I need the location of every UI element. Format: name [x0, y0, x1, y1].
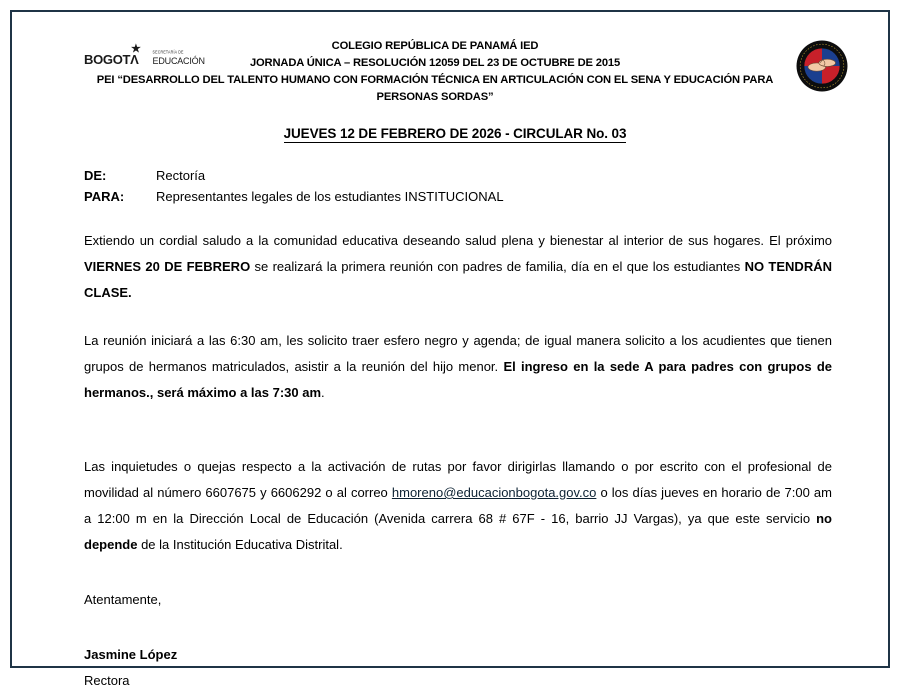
p3-bold-nodepende: no depende	[84, 511, 832, 552]
signer-name: Jasmine López	[84, 647, 178, 662]
bogota-wordmark-text: BOGOT	[84, 51, 131, 67]
address-row-to	[84, 186, 836, 207]
p2-text-1: La reunión iniciará a las 6:30 am, les solicito traer esfero negro y agenda; de igual manera solicito a los acudientes que tienen grupos de hermanos matriculados, asistir a la reunión del hijo menor.	[84, 333, 832, 374]
p3-text-1: Las inquietudes o quejas respecto a la activación de rutas por favor dirigirlas llamando o por escrito con el profesional de movilidad al número 6607675 y 6606292 o al correo	[84, 459, 832, 500]
paragraph-1	[84, 228, 832, 306]
secretary-top-label: SECRETARÍA DE	[152, 49, 184, 55]
from-value: Rectoría	[156, 168, 206, 183]
letterhead	[74, 20, 836, 102]
from-label: DE:	[84, 168, 107, 183]
signature-block	[84, 642, 832, 694]
to-label: PARA:	[84, 189, 125, 204]
bogota-logo	[84, 42, 205, 74]
secretary-mark	[152, 49, 205, 67]
header-line-1: COLEGIO REPÚBLICA DE PANAMÁ IED	[331, 40, 539, 52]
closing-line: Atentamente,	[84, 592, 162, 607]
p1-bold-noclass: NO TENDRÁN CLASE.	[84, 259, 832, 300]
p1-text-2: se realizará la primera reunión con padres de familia, día en el que los estudiantes	[250, 259, 745, 274]
p2-text-2: .	[321, 385, 325, 400]
header-line-4: PERSONAS SORDAS”	[376, 91, 494, 103]
email-link[interactable]: hmoreno@educacionbogota.gov.co	[391, 485, 597, 500]
star-icon: ★	[130, 42, 141, 55]
p1-bold-date: VIERNES 20 DE FEBRERO	[84, 259, 251, 274]
p3-text-2: o los días jueves en horario de 7:00 am a 12:00 m en la Dirección Local de Educación (Avenida carrera 68 # 67F - 16, barrio JJ Vargas), ya que este servicio	[84, 485, 832, 526]
address-block	[74, 165, 836, 207]
to-value: Representantes legales de los estudiantes INSTITUCIONAL	[156, 189, 504, 204]
letter-body	[74, 228, 836, 694]
p2-bold-entry: El ingreso en la sede A para padres con grupos de hermanos., será máximo a las 7:30 am	[84, 359, 832, 400]
p3-text-3: de la Institución Educativa Distrital.	[137, 537, 343, 552]
p1-text-1: Extiendo un cordial saludo a la comunidad educativa deseando salud plena y bienestar al interior de sus hogares. El próximo	[84, 233, 832, 248]
paragraph-2	[84, 328, 832, 406]
document-page	[10, 10, 890, 688]
paragraph-3	[84, 454, 832, 558]
header-line-2: JORNADA ÚNICA – RESOLUCIÓN 12059 DEL 23 DE OCTUBRE DE 2015	[249, 57, 621, 69]
bogota-wordmark	[84, 42, 141, 67]
address-row-from	[84, 165, 836, 186]
signer-role: Rectora	[84, 673, 130, 688]
secretary-main-label: EDUCACIÓN	[152, 56, 205, 67]
page-title-text: JUEVES 12 DE FEBRERO DE 2026 - CIRCULAR No. 03	[283, 126, 627, 141]
page-title	[74, 126, 836, 141]
school-crest-icon	[796, 40, 848, 92]
header-line-3: PEI “DESARROLLO DEL TALENTO HUMANO CON FORMACIÓN TÉCNICA EN ARTICULACIÓN CON EL SENA Y EDUCACIÓN PARA	[96, 74, 774, 86]
bogota-wordmark-lambda: Λ	[130, 51, 139, 67]
